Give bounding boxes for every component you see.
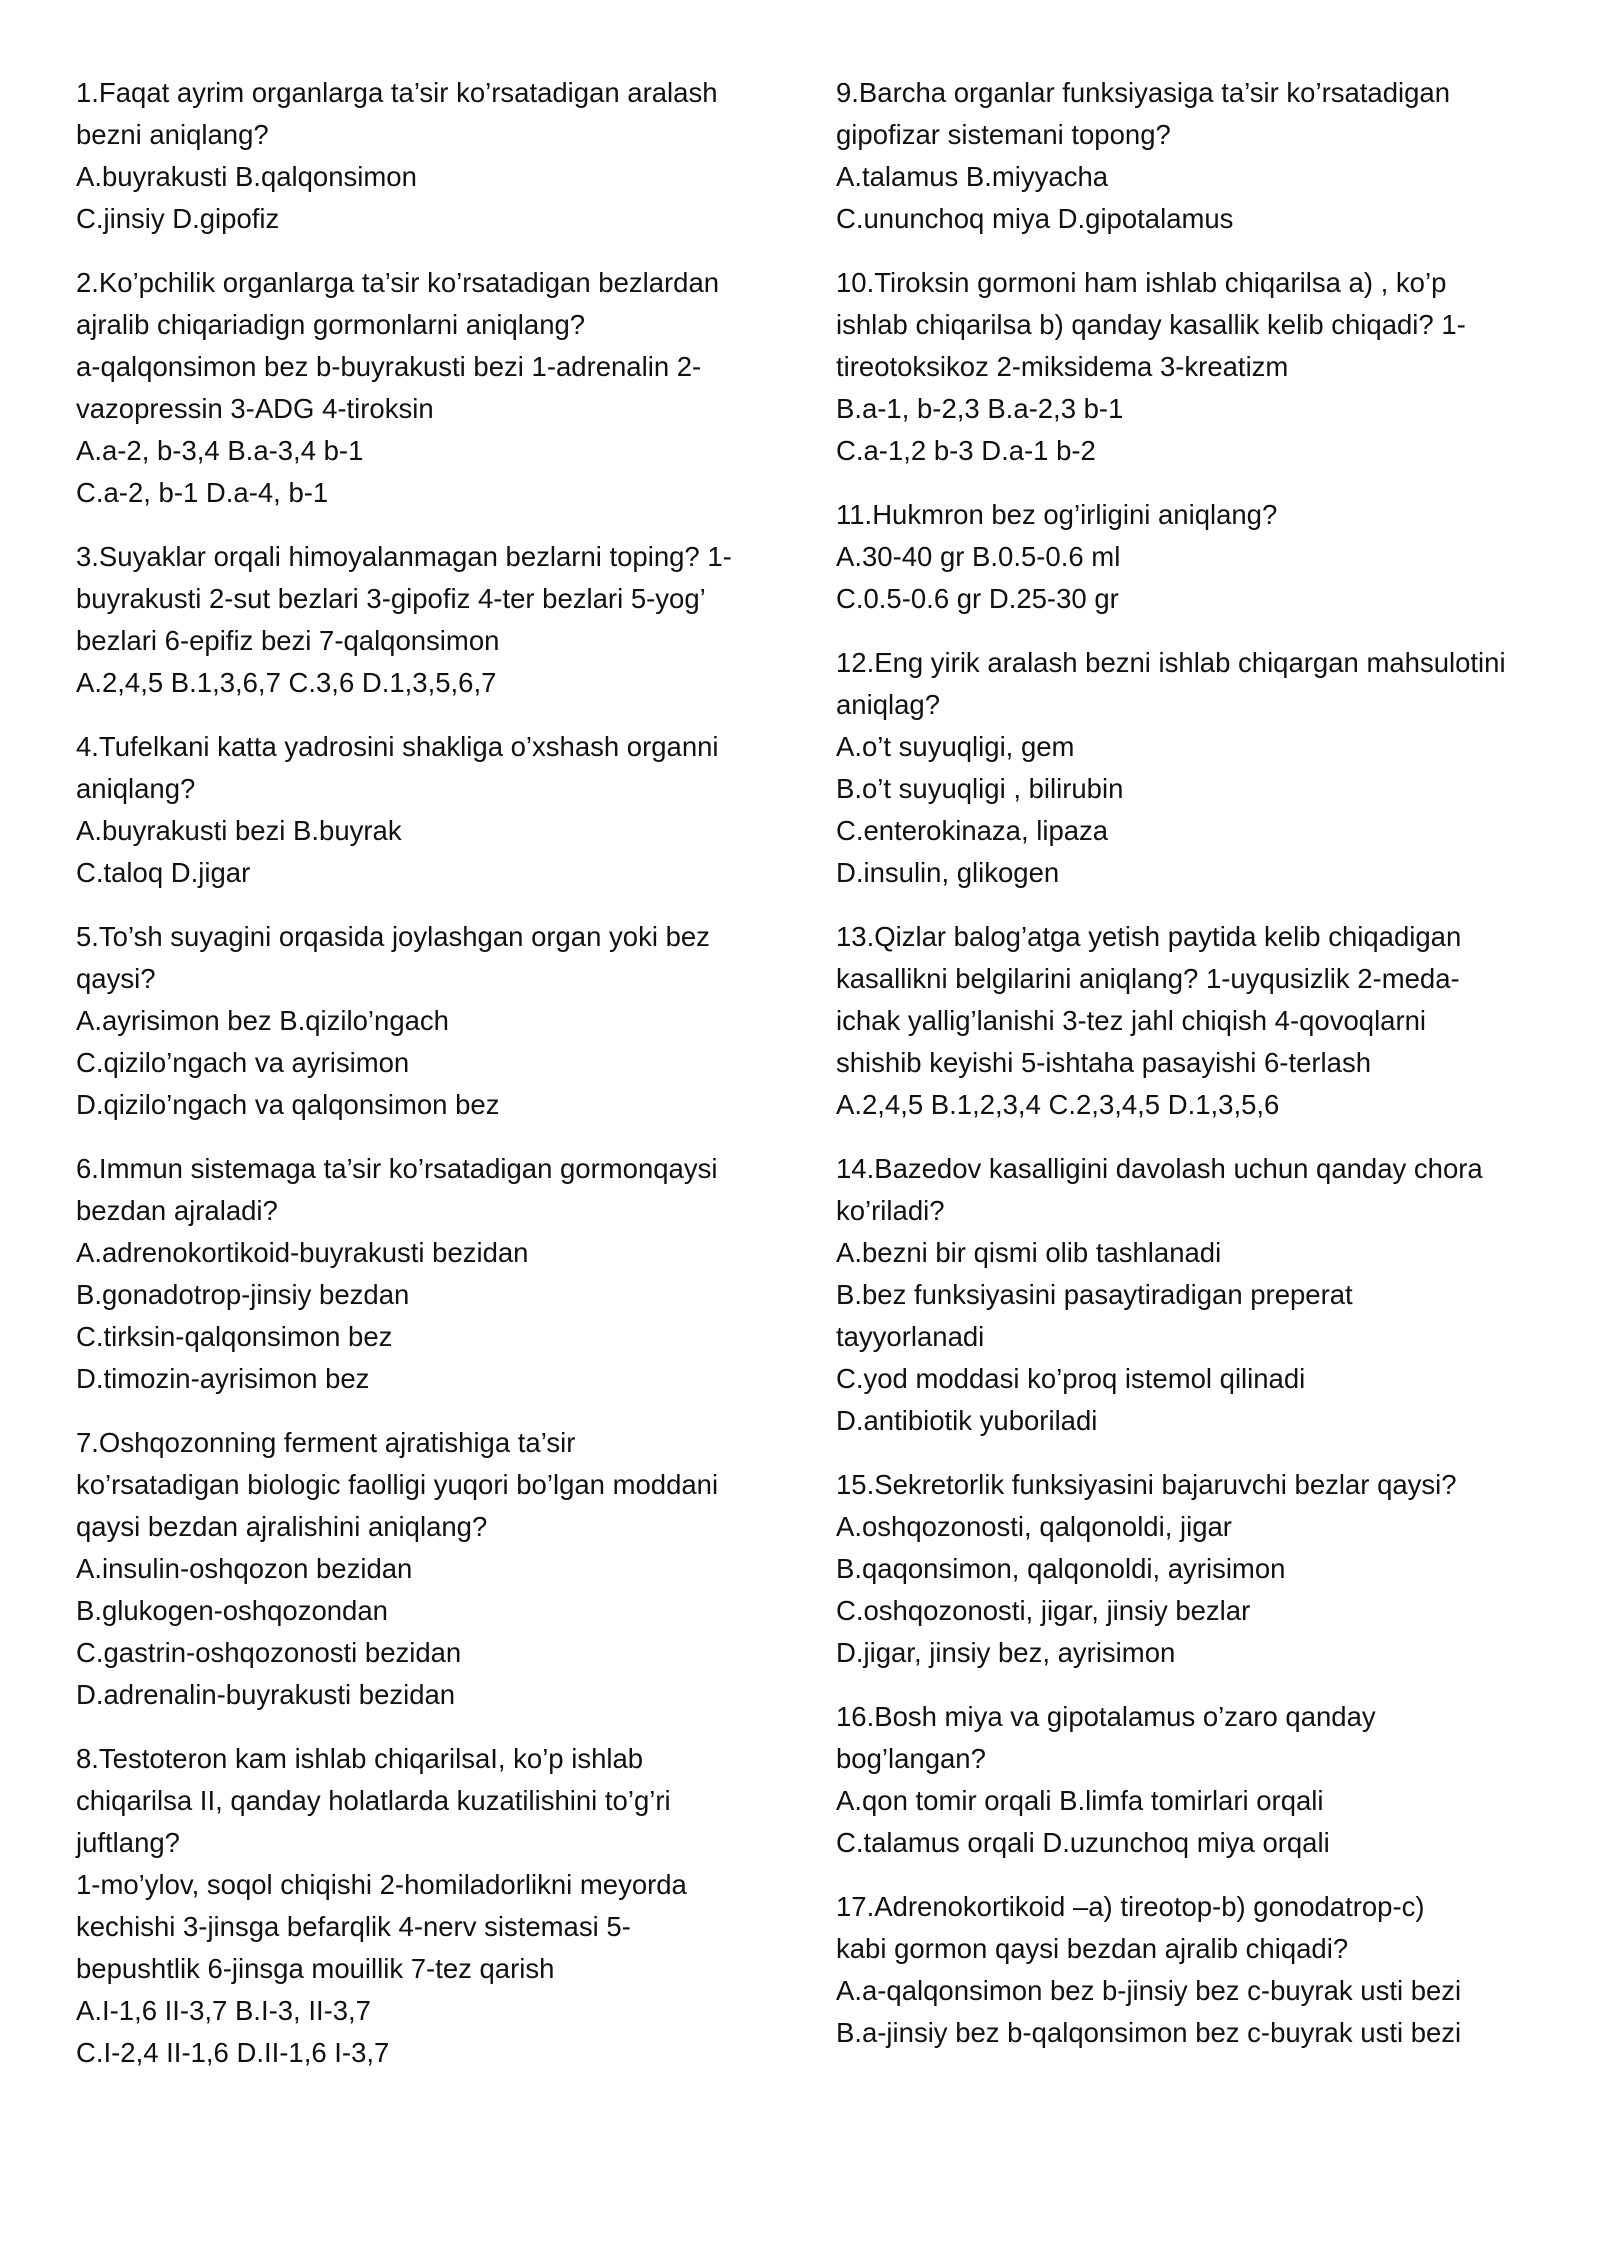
question-13: [836, 916, 1516, 1126]
question-line: D.adrenalin-buyrakusti bezidan: [76, 1679, 456, 1710]
question-line: A.2,4,5 B.1,2,3,4 C.2,3,4,5 D.1,3,5,6: [836, 1089, 1280, 1120]
question-15: [836, 1464, 1516, 1674]
question-3: [76, 536, 756, 704]
question-text: 9.Barcha organlar funksiyasiga ta’sir ko’rsatadigan: [836, 77, 1450, 108]
question-text: 7.Oshqozonning ferment ajratishiga ta’sir: [76, 1427, 576, 1458]
question-1: [76, 72, 756, 240]
question-7: [76, 1422, 756, 1716]
question-text: 13.Qizlar balog’atga yetish paytida kelib chiqadigan: [836, 921, 1462, 952]
question-line: a-qalqonsimon bez b-buyrakusti bezi 1-adrenalin 2-: [76, 351, 702, 382]
question-14: [836, 1148, 1516, 1442]
question-line: C.taloq D.jigar: [76, 857, 251, 888]
question-line: tayyorlanadi: [836, 1321, 985, 1352]
question-line: A.o’t suyuqligi, gem: [836, 731, 1075, 762]
question-line: C.0.5-0.6 gr D.25-30 gr: [836, 583, 1119, 614]
question-line: shishib keyishi 5-ishtaha pasayishi 6-terlash: [836, 1047, 1371, 1078]
question-line: A.buyrakusti bezi B.buyrak: [76, 815, 402, 846]
right-column: [836, 72, 1516, 2076]
question-line: A.bezni bir qismi olib tashlanadi: [836, 1237, 1222, 1268]
question-line: B.gonadotrop-jinsiy bezdan: [76, 1279, 410, 1310]
question-line: B.a-jinsiy bez b-qalqonsimon bez c-buyrak usti bezi: [836, 2017, 1462, 2048]
question-line: D.antibiotik yuboriladi: [836, 1405, 1098, 1436]
question-line: vazopressin 3-ADG 4-tiroksin: [76, 393, 434, 424]
question-line: A.2,4,5 B.1,3,6,7 C.3,6 D.1,3,5,6,7: [76, 667, 497, 698]
question-text: 6.Immun sistemaga ta’sir ko’rsatadigan gormonqaysi: [76, 1153, 718, 1184]
question-line: C.I-2,4 II-1,6 D.II-1,6 I-3,7: [76, 2037, 390, 2068]
question-text: 16.Bosh miya va gipotalamus o’zaro qanday: [836, 1701, 1376, 1732]
question-line: juftlang?: [76, 1827, 180, 1858]
question-2: [76, 262, 756, 514]
question-9: [836, 72, 1516, 240]
question-4: [76, 726, 756, 894]
question-line: B.qaqonsimon, qalqonoldi, ayrisimon: [836, 1553, 1286, 1584]
question-6: [76, 1148, 756, 1400]
question-text: 5.To’sh suyagini orqasida joylashgan organ yoki bez: [76, 921, 710, 952]
question-text: 3.Suyaklar orqali himoyalanmagan bezlarni toping? 1-: [76, 541, 732, 572]
question-line: 1-mo’ylov, soqol chiqishi 2-homiladorlikni meyorda: [76, 1869, 687, 1900]
question-text: 2.Ko’pchilik organlarga ta’sir ko’rsatadigan bezlardan: [76, 267, 720, 298]
question-16: [836, 1696, 1516, 1864]
question-line: C.talamus orqali D.uzunchoq miya orqali: [836, 1827, 1330, 1858]
question-line: C.enterokinaza, lipaza: [836, 815, 1109, 846]
question-line: tireotoksikoz 2-miksidema 3-kreatizm: [836, 351, 1289, 382]
question-line: D.jigar, jinsiy bez, ayrisimon: [836, 1637, 1176, 1668]
question-line: A.a-2, b-3,4 B.a-3,4 b-1: [76, 435, 364, 466]
question-line: gipofizar sistemani topong?: [836, 119, 1171, 150]
question-text: 17.Adrenokortikoid –a) tireotop-b) gonodatrop-c): [836, 1891, 1425, 1922]
question-line: A.a-qalqonsimon bez b-jinsiy bez c-buyrak usti bezi: [836, 1975, 1462, 2006]
question-line: A.ayrisimon bez B.qizilo’ngach: [76, 1005, 449, 1036]
question-10: [836, 262, 1516, 472]
question-17: [836, 1886, 1516, 2054]
question-line: D.insulin, glikogen: [836, 857, 1060, 888]
question-line: ajralib chiqariadign gormonlarni aniqlang?: [76, 309, 586, 340]
question-line: C.gastrin-oshqozonosti bezidan: [76, 1637, 462, 1668]
question-11: [836, 494, 1516, 620]
question-line: A.I-1,6 II-3,7 B.I-3, II-3,7: [76, 1995, 371, 2026]
question-line: kasallikni belgilarini aniqlang? 1-uyqusizlik 2-meda-: [836, 963, 1460, 994]
question-line: qaysi bezdan ajralishini aniqlang?: [76, 1511, 488, 1542]
question-line: aniqlag?: [836, 689, 940, 720]
question-line: qaysi?: [76, 963, 156, 994]
question-line: C.qizilo’ngach va ayrisimon: [76, 1047, 410, 1078]
question-line: A.qon tomir orqali B.limfa tomirlari orqali: [836, 1785, 1324, 1816]
question-line: C.a-2, b-1 D.a-4, b-1: [76, 477, 329, 508]
question-line: kabi gormon qaysi bezdan ajralib chiqadi?: [836, 1933, 1349, 1964]
question-line: B.glukogen-oshqozondan: [76, 1595, 388, 1626]
question-line: A.talamus B.miyyacha: [836, 161, 1109, 192]
question-line: aniqlang?: [76, 773, 196, 804]
question-line: ko’riladi?: [836, 1195, 945, 1226]
question-8: [76, 1738, 756, 2074]
question-line: ichak yallig’lanishi 3-tez jahl chiqish 4-qovoqlarni: [836, 1005, 1427, 1036]
question-line: buyrakusti 2-sut bezlari 3-gipofiz 4-ter bezlari 5-yog’: [76, 583, 706, 614]
question-line: C.tirksin-qalqonsimon bez: [76, 1321, 393, 1352]
question-line: B.o’t suyuqligi , bilirubin: [836, 773, 1124, 804]
question-line: C.oshqozonosti, jigar, jinsiy bezlar: [836, 1595, 1251, 1626]
question-text: 11.Hukmron bez og’irligini aniqlang?: [836, 499, 1278, 530]
question-text: 4.Tufelkani katta yadrosini shakliga o’xshash organni: [76, 731, 719, 762]
left-column: [76, 72, 756, 2096]
question-line: A.buyrakusti B.qalqonsimon: [76, 161, 417, 192]
question-line: D.qizilo’ngach va qalqonsimon bez: [76, 1089, 500, 1120]
question-text: 1.Faqat ayrim organlarga ta’sir ko’rsatadigan aralash: [76, 77, 718, 108]
question-line: bezdan ajraladi?: [76, 1195, 278, 1226]
question-line: bezlari 6-epifiz bezi 7-qalqonsimon: [76, 625, 500, 656]
question-text: 12.Eng yirik aralash bezni ishlab chiqargan mahsulotini: [836, 647, 1506, 678]
question-line: A.30-40 gr B.0.5-0.6 ml: [836, 541, 1121, 572]
question-line: B.bez funksiyasini pasaytiradigan preperat: [836, 1279, 1353, 1310]
question-line: ko’rsatadigan biologic faolligi yuqori bo’lgan moddani: [76, 1469, 719, 1500]
question-line: A.adrenokortikoid-buyrakusti bezidan: [76, 1237, 529, 1268]
question-line: D.timozin-ayrisimon bez: [76, 1363, 370, 1394]
question-text: 10.Tiroksin gormoni ham ishlab chiqarilsa a) , ko’p: [836, 267, 1447, 298]
question-line: bog’langan?: [836, 1743, 986, 1774]
question-line: B.a-1, b-2,3 B.a-2,3 b-1: [836, 393, 1124, 424]
question-text: 14.Bazedov kasalligini davolash uchun qanday chora: [836, 1153, 1483, 1184]
question-5: [76, 916, 756, 1126]
question-line: kechishi 3-jinsga befarqlik 4-nerv sistemasi 5-: [76, 1911, 631, 1942]
question-line: bezni aniqlang?: [76, 119, 269, 150]
question-line: C.a-1,2 b-3 D.a-1 b-2: [836, 435, 1096, 466]
question-line: A.oshqozonosti, qalqonoldi, jigar: [836, 1511, 1232, 1542]
question-line: C.jinsiy D.gipofiz: [76, 203, 280, 234]
question-line: C.ununchoq miya D.gipotalamus: [836, 203, 1234, 234]
question-line: bepushtlik 6-jinsga mouillik 7-tez qarish: [76, 1953, 555, 1984]
question-text: 15.Sekretorlik funksiyasini bajaruvchi bezlar qaysi?: [836, 1469, 1457, 1500]
question-line: ishlab chiqarilsa b) qanday kasallik kelib chiqadi? 1-: [836, 309, 1466, 340]
question-line: C.yod moddasi ko’proq istemol qilinadi: [836, 1363, 1306, 1394]
question-12: [836, 642, 1516, 894]
question-text: 8.Testoteron kam ishlab chiqarilsaI, ko’p ishlab: [76, 1743, 644, 1774]
question-line: A.insulin-oshqozon bezidan: [76, 1553, 413, 1584]
question-line: chiqarilsa II, qanday holatlarda kuzatilishini to’g’ri: [76, 1785, 671, 1816]
